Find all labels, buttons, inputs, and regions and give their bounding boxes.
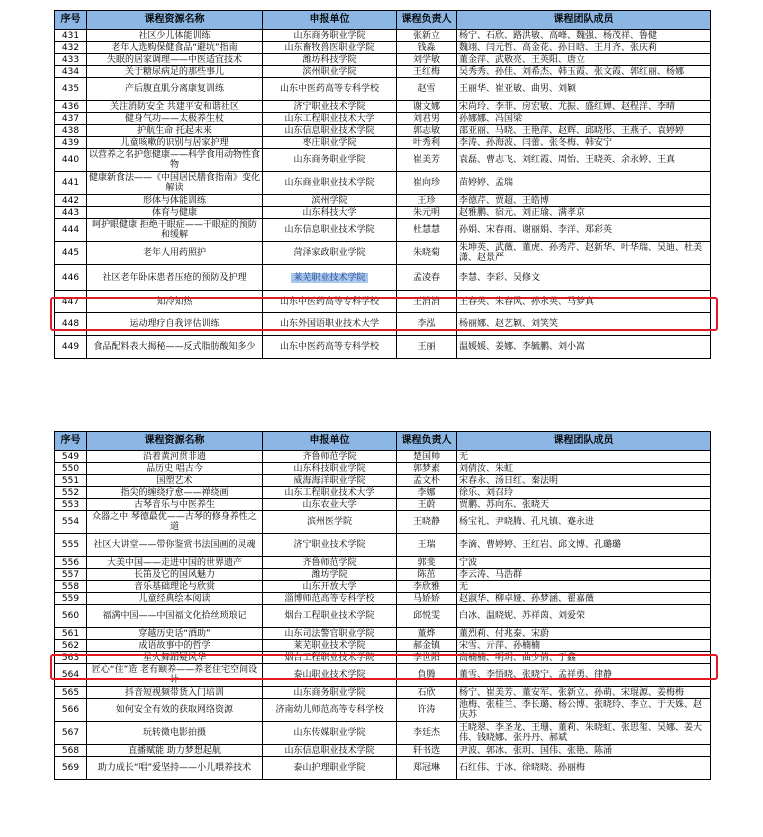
table-row (55, 463, 711, 475)
cell-members: 宋尚玲、李菲、房宏敏、尤振、盛红婵、赵程洋、李晴 (457, 101, 711, 113)
cell-unit: 山东商业职业技术学院 (263, 172, 397, 195)
cell-course-name: 玩转微电影拍摄 (87, 722, 263, 745)
cell-unit: 山东工程职业技术大学 (263, 487, 397, 499)
cell-no: 569 (55, 757, 87, 780)
cell-lead: 郝金镇 (397, 640, 457, 652)
cell-no: 437 (55, 113, 87, 125)
cell-unit: 山东商务职业学院 (263, 149, 397, 172)
table-row (55, 745, 711, 757)
cell-no: 550 (55, 463, 87, 475)
cell-unit: 莱芜职业技术学院 (263, 640, 397, 652)
cell-members: 赵雅鹏、宿元、刘正瑜、满孝京 (457, 207, 711, 219)
table-row (55, 699, 711, 722)
cell-course-name: 长笛及它的国风魅力 (87, 569, 263, 581)
cell-members: 宁波 (457, 557, 711, 569)
cell-no: 443 (55, 207, 87, 219)
cell-no: 449 (55, 336, 87, 359)
cell-no: 441 (55, 172, 87, 195)
cell-lead: 郑冠琳 (397, 757, 457, 780)
cell-lead: 朱晓菊 (397, 242, 457, 265)
cell-course-name: 社区大讲堂——带你鉴赏书法国画的灵魂 (87, 534, 263, 557)
cell-course-name: 古琴音乐与中医养生 (87, 499, 263, 511)
cell-unit: 滨州职业学院 (263, 66, 397, 78)
cell-no: 568 (55, 745, 87, 757)
cell-course-name: 社区老年卧床患者压疮的预防及护理 (87, 265, 263, 291)
cell-course-name: 健身气功——太极养生杖 (87, 113, 263, 125)
cell-members: 李慧、李彩、吴修文 (457, 265, 711, 291)
cell-lead: 王红梅 (397, 66, 457, 78)
cell-course-name: 老年人用药照护 (87, 242, 263, 265)
cell-members: 杨丽娜、赵艺颖、刘笑笑 (457, 313, 711, 336)
cell-course-name: 匠心“住”造 老有颐养——养老住宅空间设计 (87, 664, 263, 687)
cell-lead: 王丽 (397, 336, 457, 359)
cell-members: 王晓翠、李圣龙、王珊、董莉、朱晓虹、张思玺、吴娜、姜大伟、钱晓娜、张丹丹、郝斌 (457, 722, 711, 745)
table-row (55, 42, 711, 54)
cell-no: 564 (55, 664, 87, 687)
cell-lead: 郭梦素 (397, 463, 457, 475)
cell-lead: 崔美芳 (397, 149, 457, 172)
cell-no: 561 (55, 628, 87, 640)
cell-lead: 赵雪 (397, 78, 457, 101)
table-row (55, 101, 711, 113)
cell-members: 杨宁、石欣、路洪敏、高峰、魏强、杨茂祥、鲁健 (457, 30, 711, 42)
cell-lead: 邱悦雯 (397, 605, 457, 628)
table-row (55, 66, 711, 78)
cell-unit: 山东科技大学 (263, 207, 397, 219)
table-row (55, 242, 711, 265)
cell-lead: 王消消 (397, 291, 457, 313)
table-row (55, 265, 711, 291)
table-row (55, 137, 711, 149)
cell-lead: 叶秀利 (397, 137, 457, 149)
table-row (55, 722, 711, 745)
cell-lead: 朱元明 (397, 207, 457, 219)
table-row (55, 581, 711, 593)
cell-no: 563 (55, 652, 87, 664)
table-row (55, 534, 711, 557)
cell-lead: 楚国帅 (397, 451, 457, 463)
cell-lead: 王晓静 (397, 511, 457, 534)
cell-unit: 滨州医学院 (263, 511, 397, 534)
cell-course-name: 食品配料表大揭秘——反式脂肪酸知多少 (87, 336, 263, 359)
cell-course-name: 失眠的居家调理——中医适宜技术 (87, 54, 263, 66)
cell-unit: 枣庄职业学院 (263, 137, 397, 149)
cell-no: 442 (55, 195, 87, 207)
cell-no: 438 (55, 125, 87, 137)
cell-unit: 齐鲁师范学院 (263, 451, 397, 463)
cell-members: 无 (457, 451, 711, 463)
cell-unit: 山东科技职业学院 (263, 463, 397, 475)
cell-members: 宋春永、汤日红、秦法明 (457, 475, 711, 487)
cell-unit: 山东司法警官职业学院 (263, 628, 397, 640)
cell-members: 孙娟、宋春雨、谢丽娟、李洋、郑彩英 (457, 219, 711, 242)
cell-unit: 菏泽家政职业学院 (263, 242, 397, 265)
table-row (55, 195, 711, 207)
cell-course-name: 国塑艺术 (87, 475, 263, 487)
cell-members: 邵亚丽、马晓、王艳萍、赵辉、邱晓彤、王燕子、袁婷婷 (457, 125, 711, 137)
cell-no: 436 (55, 101, 87, 113)
cell-members: 苗婷婷、孟瑞 (457, 172, 711, 195)
cell-no: 565 (55, 687, 87, 699)
col-header-no: 序号 (55, 11, 87, 30)
cell-unit: 山东信息职业技术学院 (263, 745, 397, 757)
cell-lead: 刘君男 (397, 113, 457, 125)
table-row (55, 569, 711, 581)
col-header-lead: 课程负责人 (397, 11, 457, 30)
cell-lead: 李世阳 (397, 652, 457, 664)
table-row (55, 757, 711, 780)
cell-unit: 山东开放大学 (263, 581, 397, 593)
table-row (55, 664, 711, 687)
cell-unit: 滨州学院 (263, 195, 397, 207)
cell-lead: 李娜 (397, 487, 457, 499)
cell-course-name: 关注消防安全 共建平安和谐社区 (87, 101, 263, 113)
cell-unit: 济宁职业技术学院 (263, 101, 397, 113)
cell-course-name: 产后腹直肌分离康复训练 (87, 78, 263, 101)
cell-no: 556 (55, 557, 87, 569)
cell-no: 439 (55, 137, 87, 149)
table-row (55, 628, 711, 640)
table-row (55, 605, 711, 628)
table-header-row (55, 432, 711, 451)
cell-no: 433 (55, 54, 87, 66)
cell-lead: 石欣 (397, 687, 457, 699)
cell-unit: 潍坊学院 (263, 569, 397, 581)
cell-unit: 山东外国语职业技术大学 (263, 313, 397, 336)
cell-lead: 孟凌春 (397, 265, 457, 291)
cell-no: 559 (55, 593, 87, 605)
cell-lead: 董烨 (397, 628, 457, 640)
cell-lead: 马娇娇 (397, 593, 457, 605)
cell-unit: 山东商务职业学院 (263, 30, 397, 42)
course-table-1 (54, 10, 711, 359)
cell-no: 560 (55, 605, 87, 628)
cell-members: 李涛、孙海波、闫蕾、张冬梅、韩安宁 (457, 137, 711, 149)
col-header-unit: 申报单位 (263, 432, 397, 451)
table-row (55, 640, 711, 652)
cell-members: 石红伟、于冰、徐晓晓、孙丽梅 (457, 757, 711, 780)
cell-course-name: 运动理疗自我评估训练 (87, 313, 263, 336)
cell-members: 王丽华、崔亚敏、曲男、刘颖 (457, 78, 711, 101)
cell-members: 赵淑华、柳卓娅、孙梦涵、翟嘉薇 (457, 593, 711, 605)
cell-course-name: 福满中国——中国福文化拾丝琐琅记 (87, 605, 263, 628)
cell-unit: 淄博师范高等专科学校 (263, 593, 397, 605)
cell-members: 徐乐、刘召玲 (457, 487, 711, 499)
cell-course-name: 如何安全有效的获取网络资源 (87, 699, 263, 722)
cell-lead: 李欣雅 (397, 581, 457, 593)
table-row (55, 219, 711, 242)
table-row (55, 291, 711, 313)
table-row (55, 511, 711, 534)
cell-members: 白冰、温晓妮、苏祥茵、刘爱荣 (457, 605, 711, 628)
cell-course-name: 品历史 唱古今 (87, 463, 263, 475)
cell-lead: 张新立 (397, 30, 457, 42)
cell-members: 池梅、张桂兰、李长璐、杨公博、张晓玲、李立、于天姝、赵庆苏 (457, 699, 711, 722)
cell-lead: 郭志敏 (397, 125, 457, 137)
table-row (55, 336, 711, 359)
col-header-members: 课程团队成员 (457, 432, 711, 451)
cell-course-name: 老年人选购保健食品“避坑”指南 (87, 42, 263, 54)
cell-members: 袁磊、曹志飞、刘红霞、周怡、王晓英、余永婷、王真 (457, 149, 711, 172)
cell-course-name: 关于糖尿病足的那些事儿 (87, 66, 263, 78)
cell-lead: 王瑞 (397, 534, 457, 557)
cell-unit: 济宁职业技术学院 (263, 534, 397, 557)
table-row (55, 451, 711, 463)
cell-members: 董金萍、武敬亮、王英阳、唐立 (457, 54, 711, 66)
table-row (55, 487, 711, 499)
cell-no: 567 (55, 722, 87, 745)
table-row (55, 172, 711, 195)
cell-unit: 山东中医药高等专科学校 (263, 336, 397, 359)
table-row (55, 113, 711, 125)
cell-course-name: 以营养之名护您健康——科学食用动物性食物 (87, 149, 263, 172)
cell-members: 李德芹、贾超、王皓博 (457, 195, 711, 207)
cell-no: 440 (55, 149, 87, 172)
cell-unit (263, 265, 397, 291)
cell-lead: 轩书选 (397, 745, 457, 757)
cell-lead: 李泓 (397, 313, 457, 336)
cell-members: 宋雪、亓萍、孙楠楠 (457, 640, 711, 652)
cell-unit: 山东工程职业技术大学 (263, 113, 397, 125)
cell-members: 无 (457, 581, 711, 593)
cell-lead: 杜慧慧 (397, 219, 457, 242)
cell-no: 554 (55, 511, 87, 534)
cell-members: 高楠楠、明玥、曲少倩、于鑫 (457, 652, 711, 664)
cell-members: 尹波、郭冰、张玥、国伟、张艳、陈涌 (457, 745, 711, 757)
course-table-2 (54, 431, 711, 780)
cell-members: 贾鹏、苏向东、张晓天 (457, 499, 711, 511)
table-row (55, 687, 711, 699)
cell-no: 435 (55, 78, 87, 101)
cell-course-name: 穿越历史话“酒助” (87, 628, 263, 640)
cell-no: 434 (55, 66, 87, 78)
cell-course-name: 直播赋能 助力梦想起航 (87, 745, 263, 757)
cell-lead: 钱淼 (397, 42, 457, 54)
cell-unit: 烟台工程职业技术学院 (263, 652, 397, 664)
cell-no: 557 (55, 569, 87, 581)
cell-unit: 山东中医药高等专科学校 (263, 78, 397, 101)
cell-no: 553 (55, 499, 87, 511)
cell-members: 孙娜娜、冯国梁 (457, 113, 711, 125)
cell-unit: 威海海洋职业学院 (263, 475, 397, 487)
col-header-no: 序号 (55, 432, 87, 451)
cell-lead: 崔向珍 (397, 172, 457, 195)
cell-course-name: 呵护眼健康 拒绝干眼症——干眼症的预防和缓解 (87, 219, 263, 242)
cell-course-name: 健康新食法——《中国居民膳食指南》变化解读 (87, 172, 263, 195)
cell-unit: 山东商务职业学院 (263, 687, 397, 699)
cell-unit: 山东农业大学 (263, 499, 397, 511)
cell-unit: 山东信息职业技术学院 (263, 219, 397, 242)
cell-course-name: 知冷知热 (87, 291, 263, 313)
cell-course-name: 形体与体能训练 (87, 195, 263, 207)
cell-no: 558 (55, 581, 87, 593)
cell-members: 李滴、曹婷婷、王红岩、邱文博、孔璐璐 (457, 534, 711, 557)
table-row (55, 557, 711, 569)
col-header-lead: 课程负责人 (397, 432, 457, 451)
cell-no: 552 (55, 487, 87, 499)
cell-members: 杨宝礼、尹晓腾、孔凡镇、蹇永进 (457, 511, 711, 534)
cell-lead: 陈茁 (397, 569, 457, 581)
cell-no: 562 (55, 640, 87, 652)
cell-no: 445 (55, 242, 87, 265)
col-header-course: 课程资源名称 (87, 11, 263, 30)
col-header-unit: 申报单位 (263, 11, 397, 30)
cell-members: 杨宁、崔美芳、董安军、张新立、孙萌、宋琨源、姜梅梅 (457, 687, 711, 699)
cell-lead: 孟文朴 (397, 475, 457, 487)
cell-no: 555 (55, 534, 87, 557)
cell-unit: 泰山职业技术学院 (263, 664, 397, 687)
cell-course-name: 音乐基础理论与欣赏 (87, 581, 263, 593)
table-row (55, 499, 711, 511)
cell-unit: 烟台工程职业技术学院 (263, 605, 397, 628)
cell-course-name: 成语故事中的哲学 (87, 640, 263, 652)
table-row (55, 652, 711, 664)
cell-no: 551 (55, 475, 87, 487)
cell-members: 李云涛、马浩群 (457, 569, 711, 581)
cell-course-name: 体育与健康 (87, 207, 263, 219)
table-row (55, 475, 711, 487)
cell-course-name: 儿童经典绘本阅读 (87, 593, 263, 605)
cell-course-name: 抖音短视频带货入门培训 (87, 687, 263, 699)
cell-course-name: 指尖的缠绕疗愈——禅绕画 (87, 487, 263, 499)
table-row (55, 78, 711, 101)
table-row (55, 593, 711, 605)
cell-unit: 济南幼儿师范高等专科学校 (263, 699, 397, 722)
cell-members: 温媛媛、姜娜、李毓鹏、刘小嵩 (457, 336, 711, 359)
cell-no: 446 (55, 265, 87, 291)
cell-members: 刘倩汝、朱虹 (457, 463, 711, 475)
cell-lead: 许涛 (397, 699, 457, 722)
cell-lead: 王蔚 (397, 499, 457, 511)
cell-course-name: 沿着黄河贯非遗 (87, 451, 263, 463)
table-row (55, 149, 711, 172)
cell-no: 447 (55, 291, 87, 313)
col-header-members: 课程团队成员 (457, 11, 711, 30)
cell-course-name: 星火舞蹈疑风华 (87, 652, 263, 664)
cell-members: 董烈莉、付兆泰、宋蔚 (457, 628, 711, 640)
cell-course-name: 护航生命 托起未来 (87, 125, 263, 137)
table-header-row (55, 11, 711, 30)
table-row (55, 313, 711, 336)
cell-unit: 山东传媒职业学院 (263, 722, 397, 745)
cell-members: 吴秀秀、孙佳、刘希杰、韩玉霞、张文霞、郭红丽、杨娜 (457, 66, 711, 78)
cell-unit: 潍坊科技学院 (263, 54, 397, 66)
table-row (55, 207, 711, 219)
cell-no: 431 (55, 30, 87, 42)
selected-unit-text[interactable]: 莱芜职业技术学院 (293, 272, 366, 283)
cell-no: 444 (55, 219, 87, 242)
cell-course-name: 儿童咳嗽的识别与居家护理 (87, 137, 263, 149)
cell-course-name: 社区少儿体能训练 (87, 30, 263, 42)
cell-course-name: 助力成长“唱”爱坚持——小儿喂养技术 (87, 757, 263, 780)
cell-unit: 山东畜牧兽医职业学院 (263, 42, 397, 54)
table-row (55, 30, 711, 42)
cell-lead: 谢文娜 (397, 101, 457, 113)
cell-lead: 負腾 (397, 664, 457, 687)
table-row (55, 125, 711, 137)
cell-lead: 王珍 (397, 195, 457, 207)
cell-members: 朱坤英、武薇、董虎、孙秀芹、赵新华、叶华瑞、吴迪、杜美潇、赵景严 (457, 242, 711, 265)
cell-lead: 刘学敏 (397, 54, 457, 66)
cell-lead: 郭斐 (397, 557, 457, 569)
cell-unit: 山东中医药高等专科学校 (263, 291, 397, 313)
cell-unit: 泰山护理职业学院 (263, 757, 397, 780)
cell-members: 王春英、朱春风、孙永英、马梦真 (457, 291, 711, 313)
cell-no: 432 (55, 42, 87, 54)
cell-lead: 李廷杰 (397, 722, 457, 745)
cell-course-name: 众器之中 琴德最优——古琴的修身养性之道 (87, 511, 263, 534)
cell-unit: 齐鲁师范学院 (263, 557, 397, 569)
cell-no: 448 (55, 313, 87, 336)
cell-no: 549 (55, 451, 87, 463)
cell-members: 魏翊、闫元哲、高金花、孙日晗、王月齐、张庆莉 (457, 42, 711, 54)
table-row (55, 54, 711, 66)
cell-members: 董雪、李悟晓、张晓宁、孟祥勇、律静 (457, 664, 711, 687)
col-header-course: 课程资源名称 (87, 432, 263, 451)
cell-unit: 山东信息职业技术学院 (263, 125, 397, 137)
cell-course-name: 大美中国——走进中国的世界遗产 (87, 557, 263, 569)
cell-no: 566 (55, 699, 87, 722)
